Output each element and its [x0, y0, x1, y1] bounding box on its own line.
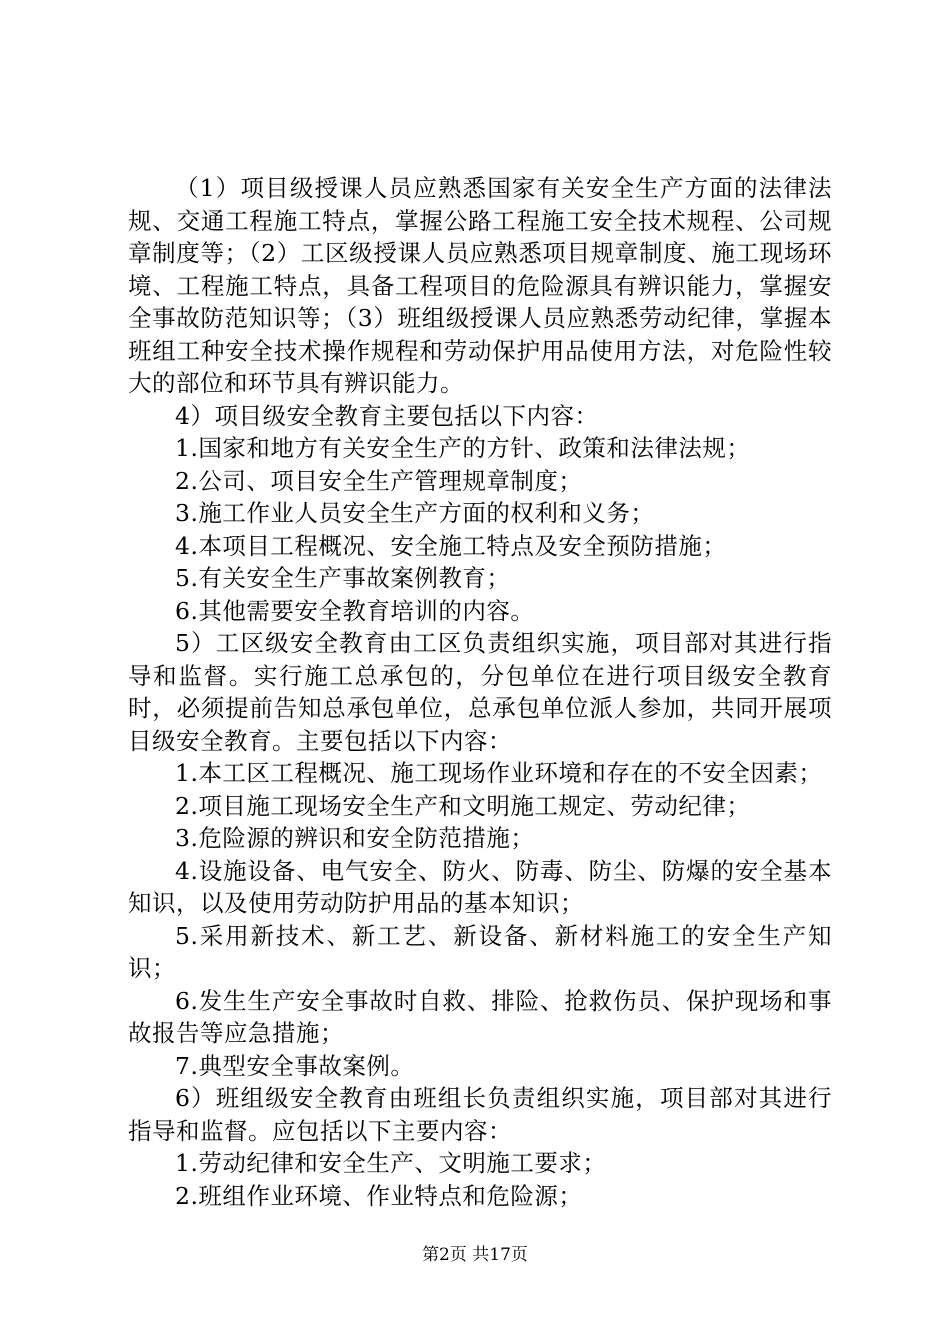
- document-body: [128, 172, 832, 1212]
- list-item: 4.设施设备、电气安全、防火、防毒、防尘、防爆的安全基本知识，以及使用劳动防护用品的基本知识；: [128, 856, 832, 917]
- list-item: 1.国家和地方有关安全生产的方针、政策和法律法规；: [175, 434, 751, 462]
- list-item: 2.项目施工现场安全生产和文明施工规定、劳动纪律；: [175, 791, 751, 820]
- list-item: 2.班组作业环境、作业特点和危险源；: [175, 1181, 583, 1210]
- list-item: 5.采用新技术、新工艺、新设备、新材料施工的安全生产知识；: [128, 921, 832, 982]
- list-item: 3.施工作业人员安全生产方面的权利和义务；: [175, 499, 655, 527]
- list-item: 2.公司、项目安全生产管理规章制度；: [175, 466, 583, 495]
- paragraph-team-level-heading: 6）班组级安全教育由班组长负责组织实施，项目部对其进行指导和监督。应包括以下主要内容：: [128, 1084, 832, 1145]
- paragraph-project-level-heading: 4）项目级安全教育主要包括以下内容：: [175, 401, 599, 430]
- list-item: 7.典型安全事故案例。: [175, 1051, 415, 1080]
- list-item: 1.本工区工程概况、施工现场作业环境和存在的不安全因素；: [175, 759, 823, 787]
- paragraph-work-area-level-heading: 5）工区级安全教育由工区负责组织实施，项目部对其进行指导和监督。实行施工总承包的，分包单位在进行项目级安全教育时，必须提前告知总承包单位，总承包单位派人参加，共同开展项目级安全教育。主要包括以下内容：: [128, 629, 832, 755]
- list-item: 3.危险源的辨识和安全防范措施；: [175, 824, 535, 852]
- paragraph-instructor-requirements: （1）项目级授课人员应熟悉国家有关安全生产方面的法律法规、交通工程施工特点，掌握公路工程施工安全技术规程、公司规章制度等；（2）工区级授课人员应熟悉项目规章制度、施工现场环境、工程施工特点，具备工程项目的危险源具有辨识能力，掌握安全事故防范知识等；（3）班组级授课人员应熟悉劳动纪律，掌握本班组工种安全技术操作规程和劳动保护用品使用方法，对危险性较大的部位和环节具有辨识能力。: [128, 174, 832, 397]
- list-item: 6.其他需要安全教育培训的内容。: [175, 596, 535, 625]
- page-number-footer: 第2页 共17页: [422, 1245, 528, 1265]
- list-item: 1.劳动纪律和安全生产、文明施工要求；: [175, 1149, 607, 1177]
- list-item: 6.发生生产安全事故时自救、排险、抢救伤员、保护现场和事故报告等应急措施；: [128, 986, 832, 1047]
- list-item: 4.本项目工程概况、安全施工特点及安全预防措施；: [175, 531, 727, 560]
- list-item: 5.有关安全生产事故案例教育；: [175, 564, 511, 592]
